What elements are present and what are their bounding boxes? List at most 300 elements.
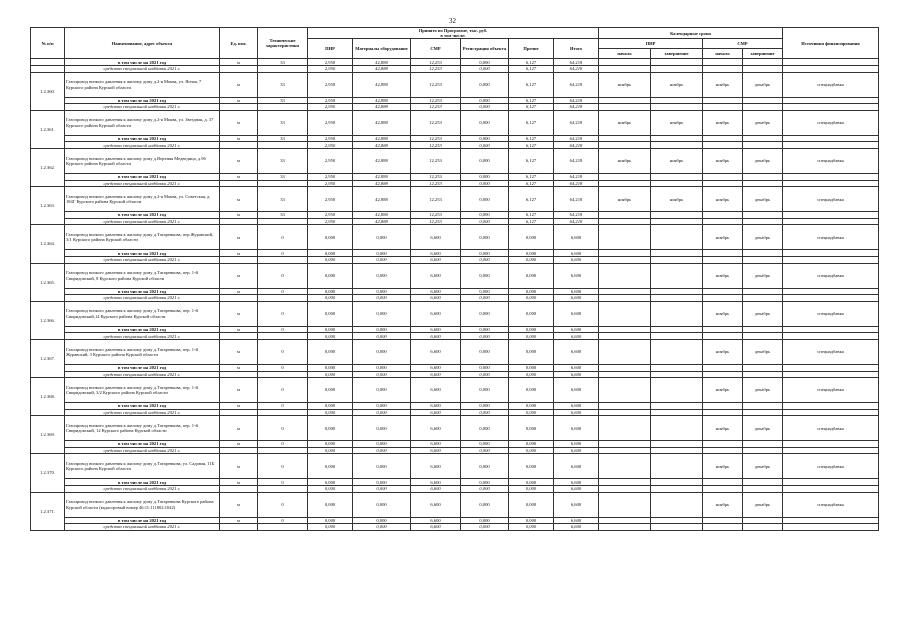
tech-cell: 0	[258, 225, 308, 250]
empty-cell	[599, 104, 651, 111]
tech-cell: 33	[258, 187, 308, 212]
smr-end-cell: декабрь	[743, 339, 783, 364]
object-name: Газопровод низкого давления к жилому дому д.Татаренкова, ул. Садовая, 11Б Курского района Курской области	[65, 454, 220, 479]
materials-cell: 42,888	[353, 212, 411, 219]
object-name: Газопровод низкого давления к жилому дому д.2-я Моква, ул. Ясная, 7 Курского района Курской области	[65, 72, 220, 97]
subtotal-label: в том числе на 2021 год	[65, 479, 220, 486]
smr-cell: 6,600	[411, 517, 461, 524]
smr-cell: 12,253	[411, 180, 461, 187]
materials-cell: 0,000	[353, 517, 411, 524]
registration-cell: 0,000	[461, 492, 509, 517]
materials-cell: 42,888	[353, 66, 411, 73]
smr-cell: 12,253	[411, 142, 461, 149]
smr-end-cell: декабрь	[743, 148, 783, 173]
materials-cell: 42,888	[353, 187, 411, 212]
smr-cell: 12,253	[411, 110, 461, 135]
other-cell: 0,000	[509, 225, 554, 250]
total-cell: 64,218	[554, 212, 599, 219]
subtotal-row	[31, 97, 879, 104]
empty-cell	[258, 256, 308, 263]
materials-cell: 0,000	[353, 454, 411, 479]
materials-cell: 0,000	[353, 263, 411, 288]
fund-label: средства специальной надбавки 2021 г.	[65, 409, 220, 416]
unit-cell: м	[220, 187, 258, 212]
other-cell: 0,000	[509, 326, 554, 333]
subtotal-row	[31, 212, 879, 219]
pir-start-cell	[599, 454, 651, 479]
pir-cell: 0,000	[308, 492, 353, 517]
other-cell: 6,127	[509, 104, 554, 111]
smr-cell: 6,600	[411, 409, 461, 416]
fund-label: средства специальной надбавки 2021 г.	[65, 66, 220, 73]
empty-cell	[703, 333, 743, 340]
smr-cell: 6,600	[411, 447, 461, 454]
empty-cell	[599, 218, 651, 225]
pir-end-cell: ноябрь	[651, 148, 703, 173]
materials-cell: 0,000	[353, 339, 411, 364]
empty-cell	[599, 256, 651, 263]
empty-cell	[743, 371, 783, 378]
empty-cell	[651, 447, 703, 454]
tech-cell: 33	[258, 110, 308, 135]
registration-cell: 0,000	[461, 371, 509, 378]
empty-cell	[743, 364, 783, 371]
empty-cell	[258, 371, 308, 378]
empty-cell	[703, 218, 743, 225]
object-number: 1.2.366.	[31, 301, 65, 339]
object-row	[31, 454, 879, 479]
subtotal-label: в том числе на 2021 год	[65, 364, 220, 371]
total-cell: 6,600	[554, 339, 599, 364]
other-cell: 6,127	[509, 173, 554, 180]
pir-start-cell	[599, 339, 651, 364]
other-cell: 0,000	[509, 409, 554, 416]
smr-start-cell: ноябрь	[703, 187, 743, 212]
empty-cell	[220, 524, 258, 531]
other-cell: 0,000	[509, 371, 554, 378]
empty-cell	[651, 295, 703, 302]
registration-cell: 0,000	[461, 104, 509, 111]
tech-cell: 0	[258, 288, 308, 295]
empty-cell	[743, 333, 783, 340]
materials-cell: 42,888	[353, 104, 411, 111]
object-number: 1.2.370.	[31, 454, 65, 492]
object-name: Газопровод низкого давления к жилому дому д.Татаренкова, пер. 1-й Свиридовский, 3/2 Курского района Курской области	[65, 378, 220, 403]
empty-cell	[703, 295, 743, 302]
empty-cell	[651, 479, 703, 486]
object-number: 1.2.364.	[31, 225, 65, 263]
empty-cell	[743, 517, 783, 524]
other-cell: 6,127	[509, 218, 554, 225]
empty-cell	[743, 479, 783, 486]
other-cell: 0,000	[509, 263, 554, 288]
pir-cell: 2,950	[308, 97, 353, 104]
tech-cell: 0	[258, 441, 308, 448]
smr-cell: 12,253	[411, 135, 461, 142]
empty-cell	[220, 256, 258, 263]
pir-cell: 2,950	[308, 218, 353, 225]
empty-cell	[743, 142, 783, 149]
empty-cell	[783, 479, 879, 486]
smr-cell: 6,600	[411, 301, 461, 326]
empty-cell	[783, 333, 879, 340]
empty-cell	[258, 104, 308, 111]
empty-cell	[703, 173, 743, 180]
pir-cell: 0,000	[308, 378, 353, 403]
other-cell: 0,000	[509, 447, 554, 454]
fund-label: средства специальной надбавки 2021 г.	[65, 142, 220, 149]
smr-end-cell: декабрь	[743, 416, 783, 441]
materials-cell: 0,000	[353, 486, 411, 493]
pir-end-cell: ноябрь	[651, 72, 703, 97]
registration-cell: 0,000	[461, 454, 509, 479]
smr-end-cell: декабрь	[743, 263, 783, 288]
empty-cell	[651, 212, 703, 219]
total-cell: 6,600	[554, 333, 599, 340]
empty-cell	[783, 524, 879, 531]
materials-cell: 0,000	[353, 225, 411, 250]
other-cell: 0,000	[509, 301, 554, 326]
empty-cell	[783, 447, 879, 454]
pir-cell: 2,950	[308, 187, 353, 212]
pir-cell: 0,000	[308, 371, 353, 378]
registration-cell: 0,000	[461, 301, 509, 326]
fund-row	[31, 333, 879, 340]
smr-end-cell: декабрь	[743, 378, 783, 403]
pir-cell: 0,000	[308, 333, 353, 340]
materials-cell: 0,000	[353, 441, 411, 448]
smr-cell: 6,600	[411, 441, 461, 448]
object-row	[31, 225, 879, 250]
empty-cell	[599, 173, 651, 180]
empty-cell	[703, 486, 743, 493]
empty-cell	[651, 250, 703, 257]
tech-cell: 0	[258, 378, 308, 403]
header-smr: СМР	[411, 39, 461, 59]
total-cell: 64,218	[554, 59, 599, 66]
pir-cell: 0,000	[308, 339, 353, 364]
unit-cell: м	[220, 135, 258, 142]
empty-cell	[783, 517, 879, 524]
empty-cell	[743, 218, 783, 225]
total-cell: 64,218	[554, 104, 599, 111]
empty-cell	[651, 256, 703, 263]
fund-row	[31, 486, 879, 493]
pir-cell: 0,000	[308, 326, 353, 333]
total-cell: 6,600	[554, 326, 599, 333]
registration-cell: 0,000	[461, 142, 509, 149]
empty-cell	[743, 212, 783, 219]
empty-cell	[651, 218, 703, 225]
registration-cell: 0,000	[461, 59, 509, 66]
registration-cell: 0,000	[461, 517, 509, 524]
total-cell: 64,218	[554, 72, 599, 97]
fund-label: средства специальной надбавки 2021 г.	[65, 218, 220, 225]
empty-cell	[783, 135, 879, 142]
registration-cell: 0,000	[461, 72, 509, 97]
empty-cell	[743, 135, 783, 142]
other-cell: 6,127	[509, 59, 554, 66]
tech-cell: 33	[258, 135, 308, 142]
empty-cell	[599, 403, 651, 410]
registration-cell: 0,000	[461, 97, 509, 104]
other-cell: 0,000	[509, 486, 554, 493]
empty-cell	[743, 295, 783, 302]
pir-end-cell: ноябрь	[651, 187, 703, 212]
unit-cell: м	[220, 378, 258, 403]
other-cell: 0,000	[509, 378, 554, 403]
other-cell: 6,127	[509, 110, 554, 135]
materials-cell: 0,000	[353, 409, 411, 416]
source-cell: спецнадбавка	[783, 225, 879, 250]
table-body	[31, 59, 879, 530]
other-cell: 6,127	[509, 187, 554, 212]
other-cell: 0,000	[509, 403, 554, 410]
header-cal-pir: ПИР	[599, 39, 703, 49]
empty-cell	[703, 135, 743, 142]
subtotal-row	[31, 441, 879, 448]
pir-start-cell	[599, 263, 651, 288]
smr-cell: 6,600	[411, 339, 461, 364]
empty-cell	[599, 479, 651, 486]
smr-cell: 6,600	[411, 416, 461, 441]
empty-cell	[651, 486, 703, 493]
pir-end-cell	[651, 263, 703, 288]
empty-cell	[783, 97, 879, 104]
pir-end-cell	[651, 492, 703, 517]
registration-cell: 0,000	[461, 403, 509, 410]
pir-start-cell	[599, 301, 651, 326]
total-cell: 64,218	[554, 66, 599, 73]
pir-cell: 0,000	[308, 364, 353, 371]
other-cell: 6,127	[509, 97, 554, 104]
registration-cell: 0,000	[461, 263, 509, 288]
tech-cell: 0	[258, 416, 308, 441]
pir-cell: 0,000	[308, 263, 353, 288]
empty-cell	[743, 486, 783, 493]
empty-cell	[703, 256, 743, 263]
empty-cell	[220, 104, 258, 111]
smr-cell: 6,600	[411, 378, 461, 403]
pir-cell: 0,000	[308, 256, 353, 263]
subtotal-label: в том числе на 2021 год	[65, 59, 220, 66]
empty-cell	[599, 250, 651, 257]
pir-end-cell	[651, 301, 703, 326]
unit-cell: м	[220, 326, 258, 333]
empty-cell	[651, 288, 703, 295]
unit-cell: м	[220, 288, 258, 295]
header-unit: Ед. изм.	[220, 28, 258, 59]
registration-cell: 0,000	[461, 173, 509, 180]
pir-cell: 2,950	[308, 59, 353, 66]
other-cell: 0,000	[509, 288, 554, 295]
empty-cell	[703, 403, 743, 410]
object-row	[31, 416, 879, 441]
empty-cell	[258, 180, 308, 187]
total-cell: 64,218	[554, 218, 599, 225]
empty-cell	[599, 447, 651, 454]
pir-end-cell	[651, 454, 703, 479]
empty-cell	[599, 441, 651, 448]
smr-cell: 6,600	[411, 486, 461, 493]
object-row	[31, 187, 879, 212]
pir-start-cell: ноябрь	[599, 187, 651, 212]
smr-cell: 6,600	[411, 364, 461, 371]
table-header	[31, 28, 879, 59]
pir-cell: 2,950	[308, 104, 353, 111]
tech-cell: 0	[258, 517, 308, 524]
empty-cell	[220, 142, 258, 149]
empty-cell	[743, 97, 783, 104]
pir-end-cell	[651, 416, 703, 441]
unit-cell: м	[220, 72, 258, 97]
pir-cell: 0,000	[308, 301, 353, 326]
registration-cell: 0,000	[461, 180, 509, 187]
object-row	[31, 339, 879, 364]
empty-cell	[599, 371, 651, 378]
empty-cell	[220, 295, 258, 302]
smr-cell: 6,600	[411, 225, 461, 250]
registration-cell: 0,000	[461, 339, 509, 364]
empty-cell	[599, 524, 651, 531]
smr-start-cell: ноябрь	[703, 492, 743, 517]
pir-cell: 0,000	[308, 517, 353, 524]
smr-end-cell: декабрь	[743, 225, 783, 250]
registration-cell: 0,000	[461, 218, 509, 225]
fund-label: средства специальной надбавки 2021 г.	[65, 104, 220, 111]
unit-cell: м	[220, 454, 258, 479]
smr-cell: 12,253	[411, 104, 461, 111]
registration-cell: 0,000	[461, 148, 509, 173]
empty-cell	[258, 142, 308, 149]
empty-cell	[703, 524, 743, 531]
header-program-title: Принято по Программе, тыс. руб.	[418, 28, 488, 33]
total-cell: 6,600	[554, 409, 599, 416]
empty-cell	[651, 371, 703, 378]
tech-cell: 33	[258, 59, 308, 66]
unit-cell: м	[220, 479, 258, 486]
smr-end-cell: декабрь	[743, 187, 783, 212]
header-name: Наименование, адрес объекта	[65, 28, 220, 59]
unit-cell: м	[220, 212, 258, 219]
other-cell: 0,000	[509, 416, 554, 441]
empty-cell	[783, 142, 879, 149]
pir-cell: 0,000	[308, 441, 353, 448]
smr-start-cell: ноябрь	[703, 301, 743, 326]
tech-cell: 0	[258, 364, 308, 371]
smr-cell: 12,253	[411, 218, 461, 225]
total-cell: 6,600	[554, 225, 599, 250]
smr-start-cell: ноябрь	[703, 416, 743, 441]
unit-cell: м	[220, 250, 258, 257]
top-subtotal-row	[31, 59, 879, 66]
total-cell: 6,600	[554, 364, 599, 371]
fund-row	[31, 524, 879, 531]
pir-cell: 2,950	[308, 148, 353, 173]
registration-cell: 0,000	[461, 250, 509, 257]
total-cell: 6,600	[554, 416, 599, 441]
materials-cell: 0,000	[353, 364, 411, 371]
unit-cell: м	[220, 59, 258, 66]
smr-start-cell: ноябрь	[703, 72, 743, 97]
registration-cell: 0,000	[461, 416, 509, 441]
source-cell: спецнадбавка	[783, 148, 879, 173]
smr-cell: 12,253	[411, 187, 461, 212]
smr-cell: 6,600	[411, 492, 461, 517]
empty-cell	[703, 212, 743, 219]
tech-cell: 0	[258, 479, 308, 486]
smr-cell: 12,253	[411, 66, 461, 73]
materials-cell: 0,000	[353, 447, 411, 454]
other-cell: 6,127	[509, 148, 554, 173]
total-cell: 6,600	[554, 256, 599, 263]
materials-cell: 42,888	[353, 180, 411, 187]
pir-cell: 2,950	[308, 142, 353, 149]
tech-cell: 33	[258, 97, 308, 104]
total-cell: 6,600	[554, 403, 599, 410]
header-num: № п/п	[31, 28, 65, 59]
fund-row	[31, 409, 879, 416]
empty-cell	[599, 517, 651, 524]
empty-cell	[743, 256, 783, 263]
empty-cell	[783, 326, 879, 333]
object-row	[31, 492, 879, 517]
registration-cell: 0,000	[461, 326, 509, 333]
fund-row	[31, 218, 879, 225]
source-cell: спецнадбавка	[783, 301, 879, 326]
empty-cell	[220, 371, 258, 378]
unit-cell: м	[220, 517, 258, 524]
page-number: 32	[449, 17, 456, 25]
fund-label: средства специальной надбавки 2021 г.	[65, 371, 220, 378]
smr-start-cell: ноябрь	[703, 110, 743, 135]
program-table	[30, 27, 879, 531]
registration-cell: 0,000	[461, 447, 509, 454]
empty-cell	[220, 486, 258, 493]
subtotal-row	[31, 288, 879, 295]
registration-cell: 0,000	[461, 295, 509, 302]
smr-cell: 12,253	[411, 97, 461, 104]
pir-cell: 0,000	[308, 416, 353, 441]
object-number: 1.2.369.	[31, 416, 65, 454]
other-cell: 0,000	[509, 479, 554, 486]
smr-cell: 6,600	[411, 250, 461, 257]
materials-cell: 0,000	[353, 333, 411, 340]
materials-cell: 0,000	[353, 301, 411, 326]
registration-cell: 0,000	[461, 187, 509, 212]
subtotal-row	[31, 250, 879, 257]
materials-cell: 42,888	[353, 97, 411, 104]
header-materials: Материалы оборудование	[353, 39, 411, 59]
empty-cell	[599, 288, 651, 295]
empty-cell	[651, 180, 703, 187]
empty-cell	[703, 142, 743, 149]
empty-cell	[783, 250, 879, 257]
subtotal-label: в том числе на 2021 год	[65, 173, 220, 180]
fund-row	[31, 447, 879, 454]
object-row	[31, 301, 879, 326]
smr-end-cell: декабрь	[743, 454, 783, 479]
total-cell: 64,218	[554, 173, 599, 180]
smr-cell: 6,600	[411, 479, 461, 486]
header-pir: ПИР	[308, 39, 353, 59]
empty-cell	[599, 486, 651, 493]
empty-cell	[783, 295, 879, 302]
fund-label: средства специальной надбавки 2021 г.	[65, 333, 220, 340]
empty-cell	[258, 218, 308, 225]
tech-cell: 0	[258, 326, 308, 333]
pir-end-cell	[651, 378, 703, 403]
